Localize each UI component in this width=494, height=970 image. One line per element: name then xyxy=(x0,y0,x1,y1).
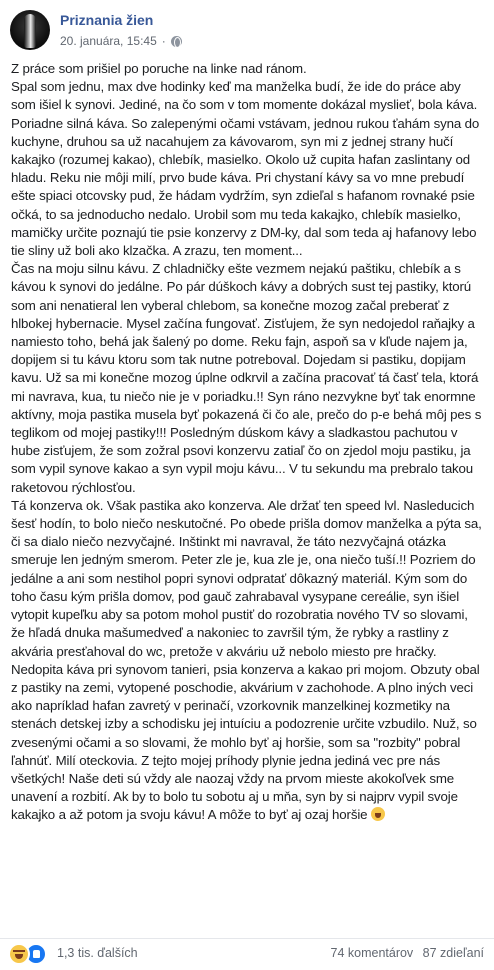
page-name-link[interactable]: Priznania žien xyxy=(60,12,154,28)
reaction-count[interactable]: 1,3 tis. ďalších xyxy=(57,946,138,960)
post-stats xyxy=(331,946,485,960)
comments-count[interactable]: 74 komentárov xyxy=(330,946,414,960)
post-header xyxy=(10,8,480,54)
shares-count[interactable]: 87 zdieľaní xyxy=(422,946,484,960)
globe-icon[interactable] xyxy=(171,36,182,47)
post-timestamp[interactable]: 20. januára, 15:45 xyxy=(60,34,157,48)
avatar-figure xyxy=(24,14,36,48)
reaction-icons[interactable] xyxy=(8,943,42,965)
post-meta xyxy=(60,34,182,48)
laughing-emoji-icon xyxy=(371,807,385,821)
post-text: Z práce som prišiel po poruche na linke nad ránom. Spal som jednu, max dve hodinky keď ma manželka budí, že ide do práce aby som išiel k synovi. Jediné, na čo som v tom momente dokázal myslieť, bola káva. Poriadne silná káva. So zalepenými očami vstávam, jednou rukou ťahám syna do kuchyne, druhou sa už nacahujem za kávovarom, syn mi z jednej strany hučí kakajko (rozumej kakao), chlebík, masielko. Okolo už cupita hafan zaslintany od hladu. Reku nie môji milí, prvo bude káva. Pri chystaní kávy sa vo mne prebudí ešte spiaci otcovsky pud, že hádam vydržím, syn zdieľal s hafanom rovnaké psie očká, to sa jednoducho nedalo. Urobil som mu teda kakajko, chlebík masielko, mamičky určite poznajú tie psie konzervy z DM-ky, dal som teda aj hafanovy lebo tie sliny už boli ako klzačka. A zrazu, ten moment... Čas na moju silnu kávu. Z chladničky ešte vezmem nejakú paštiku, chlebík a s kávou k synovi do jedálne. Po pár dúškoch kávy a dobrých sust tej pastiky, ktorú som ani nenatieral len vyberal chlebom, sa konečne mozog začal preberať z hlbokej hybernacie. Mysel začína fungovať. Zisťujem, že syn nedojedol raňajky a namiesto toho, behá jak šalený po dome. Reku fajn, aspoň sa v kľude najem ja, dopijem si tu kávu ktoru som tak nutne potreboval. Dojedam si pastiku, dopijam kavu. Už sa mi konečne mozog úplne odkrvil a začína pracovať tá časť tela, ktorá mi navrava, kua, tu niečo nie je v poriadku.!! Syn ráno nezvykne byť tak enormne aktívny, moja pastika musela byť pokazená či čo ale, prečo do p-e behá môj pes s teglikom od mojej pastiky!!! Posledným dúskom kávy a sladkastou pachutou v hube zisťujem, že som zožral psovi konzervu zatiaľ čo on zjedol moju pastiku, ja som vypil synove kakao a syn vypil moju kávu... V tu sekundu ma prebralo takou raketovou rýchlosťou. Tá konzerva ok. Však pastika ako konzerva. Ale držať ten speed lvl. Nasleducich šesť hodín, to bolo niečo neskutočné. Po obede prišla domov manželka a pýta sa, či sa dialo niečo nezvyčajné. Inštinkt mi navraval, že táto nezvyčajná otázka smeruje len jedným smerom. Peter zle je, kua zle je, ona niečo tuší.!! Pozriem do jedálne a ani som nestihol popri synovi odpratať dôkazný materiál. Kým som do toho času kým prišla domov, pod gauč zahrabaval vysypane cereálie, syn išiel vytopit kupeľku aby sa potom mohol pustiť do rozobratia nového TV so slovami, že hľadá dnuka mašumedveď a nakoniec to završil tým, že rybky a rastliny z akvária presťahoval do wc, pretože v akváriu už nebolo miesto pre hračky. Nedopita káva pri synovom tanieri, psia konzerva a kakao pri mojom. Obzuty obal z pastiky na zemi, vytopené poschodie, akvárium v zachohode. A plno iných veci ako napríklad hafan zavretý v perinačí, vzorkovnik manzelkinej kozmetiky na stenách detskej izby a schodisku jej intuíciu a podozrenie určite vzbudilo. Nuž, so zvesenými očami a so slovami, že mohlo byť aj horšie, som sa "rozbity" pobral ľahnúť. Milí oteckovia. Z tejto mojej príhody plynie jedna jediná vec pre nás všetkých! Naše deti sú vždy ale naozaj vždy na prvom mieste akokoľvek sme unavení a rozbití. Ak by to bolo tu sobotu aj u mňa, syn by si najprv vypil svoje kakajko a až potom ja svoju kávu! A môže to byť aj ozaj horšie xyxy=(11,61,482,823)
page-avatar[interactable] xyxy=(10,10,50,50)
post-body xyxy=(11,60,485,825)
meta-separator: · xyxy=(161,34,166,48)
post-footer xyxy=(0,938,494,970)
haha-reaction-icon[interactable] xyxy=(8,943,30,965)
